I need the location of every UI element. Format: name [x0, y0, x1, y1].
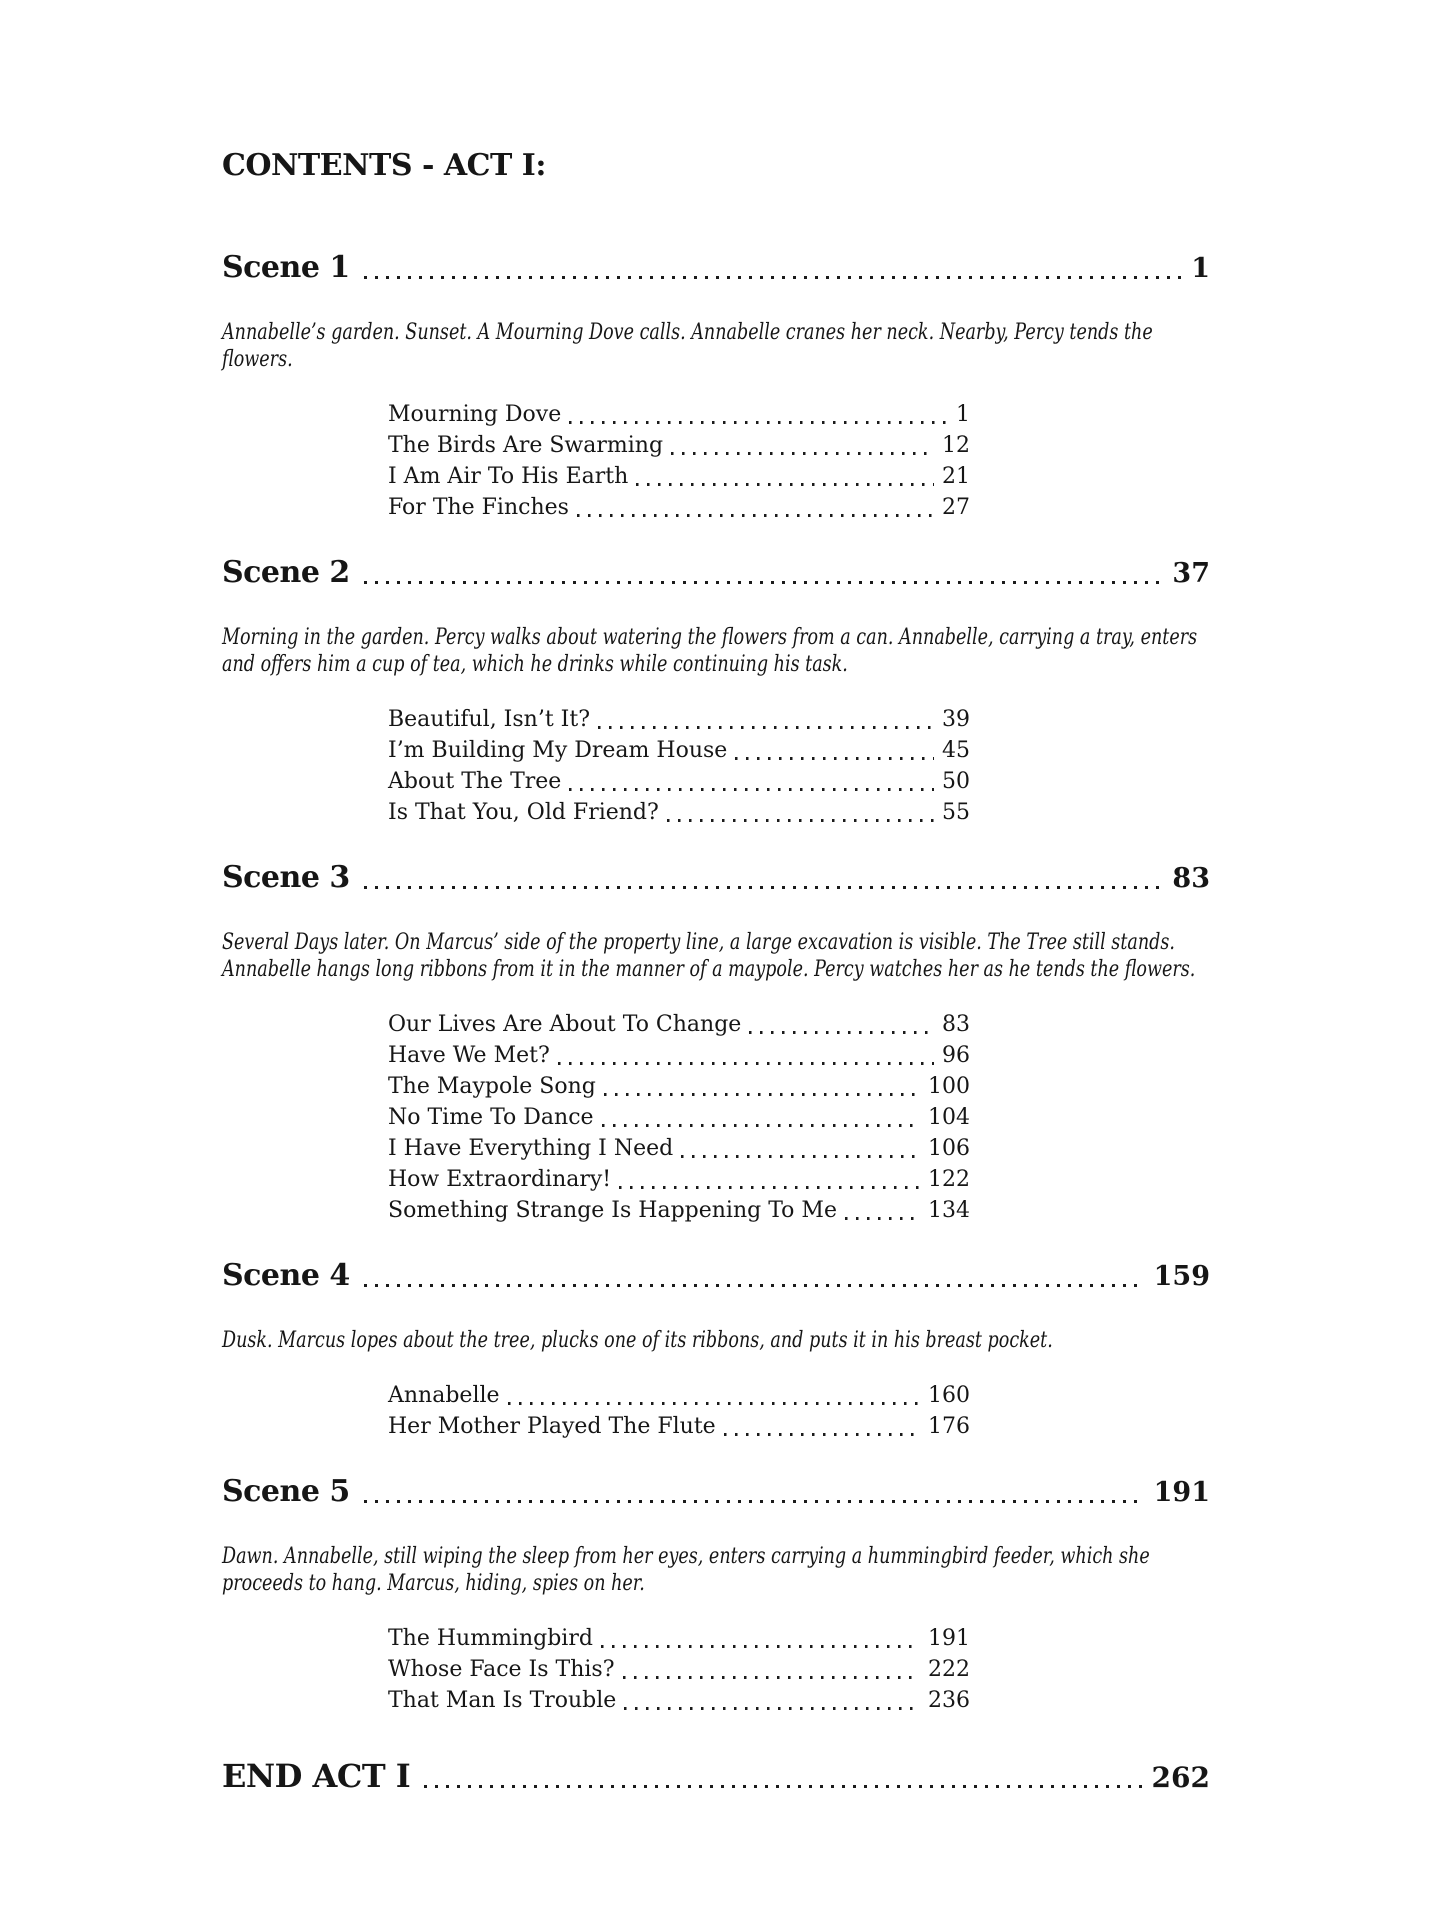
scene-page-number: 1	[1191, 253, 1210, 284]
scene-page-number: 159	[1153, 1261, 1210, 1292]
song-row	[388, 1411, 970, 1442]
song-list	[388, 704, 970, 828]
song-page-number: 134	[928, 1198, 970, 1223]
end-act-label: END ACT I	[222, 1757, 411, 1795]
song-row	[388, 797, 970, 828]
scene-heading-row	[222, 250, 1210, 287]
scene-list	[222, 250, 1210, 1716]
end-act-page-number: 262	[1151, 1761, 1210, 1794]
dot-leader	[667, 819, 934, 822]
song-page-number: 27	[942, 495, 970, 520]
song-row	[388, 399, 970, 430]
scene-label: Scene 2	[222, 555, 350, 590]
song-page-number: 96	[942, 1043, 970, 1068]
dot-leader	[602, 1124, 920, 1127]
dot-leader	[671, 452, 934, 455]
song-title: For The Finches	[388, 495, 569, 520]
dot-leader	[619, 1186, 920, 1189]
dot-leader	[577, 514, 934, 517]
dot-leader	[508, 1402, 920, 1405]
song-list	[388, 399, 970, 523]
scene-page-number: 191	[1153, 1477, 1210, 1508]
song-title: About The Tree	[388, 769, 562, 794]
scene-heading-row	[222, 555, 1210, 592]
song-title: The Hummingbird	[388, 1626, 593, 1651]
scene-description-block	[222, 319, 1210, 373]
scene-heading-row	[222, 860, 1210, 897]
song-page-number: 236	[928, 1688, 970, 1713]
song-row	[388, 430, 970, 461]
song-page-number: 222	[928, 1657, 970, 1682]
dot-leader	[845, 1217, 920, 1220]
scene-description: Morning in the garden. Percy walks about watering the flowers from a can. Annabelle, carrying a tray, enters and offers him a cup of tea, which he drinks while continuing his task.	[222, 624, 1198, 677]
dot-leader	[364, 581, 1163, 584]
end-act-row	[222, 1758, 1210, 1796]
dot-leader	[735, 757, 934, 760]
scene-section	[222, 1258, 1210, 1442]
song-row	[388, 1164, 970, 1195]
dot-leader	[364, 886, 1163, 889]
scene-section	[222, 860, 1210, 1226]
song-row	[388, 1009, 970, 1040]
scene-label: Scene 1	[222, 250, 350, 285]
song-row	[388, 735, 970, 766]
song-title: Is That You, Old Friend?	[388, 800, 659, 825]
dot-leader	[623, 1676, 921, 1679]
song-page-number: 1	[956, 402, 970, 427]
song-row	[388, 1685, 970, 1716]
song-page-number: 21	[942, 464, 970, 489]
dot-leader	[601, 1645, 920, 1648]
song-list	[388, 1623, 970, 1716]
song-title: The Birds Are Swarming	[388, 433, 664, 458]
song-row	[388, 461, 970, 492]
dot-leader	[749, 1031, 934, 1034]
song-title: How Extraordinary!	[388, 1167, 612, 1192]
scene-heading-row	[222, 1258, 1210, 1295]
song-title: Our Lives Are About To Change	[388, 1012, 742, 1037]
song-row	[388, 1040, 970, 1071]
scene-page-number: 37	[1172, 558, 1210, 589]
song-title: Her Mother Played The Flute	[388, 1414, 716, 1439]
dot-leader	[598, 726, 934, 729]
song-row	[388, 766, 970, 797]
dot-leader	[724, 1433, 920, 1436]
dot-leader	[569, 421, 948, 424]
page-title: CONTENTS - ACT I:	[222, 148, 546, 183]
scene-label: Scene 3	[222, 860, 350, 895]
song-title: Beautiful, Isn’t It?	[388, 707, 590, 732]
song-page-number: 191	[928, 1626, 970, 1651]
dot-leader	[681, 1155, 920, 1158]
dot-leader	[569, 788, 934, 791]
song-page-number: 50	[942, 769, 970, 794]
song-title: Something Strange Is Happening To Me	[388, 1198, 837, 1223]
song-page-number: 100	[928, 1074, 970, 1099]
song-list	[388, 1380, 970, 1442]
song-title: I’m Building My Dream House	[388, 738, 728, 763]
song-page-number: 106	[928, 1136, 970, 1161]
song-page-number: 12	[942, 433, 970, 458]
scene-description-block	[222, 929, 1210, 983]
song-page-number: 122	[928, 1167, 970, 1192]
song-title: Mourning Dove	[388, 402, 562, 427]
scene-description: Dawn. Annabelle, still wiping the sleep from her eyes, enters carrying a hummingbird feeder, which she proceeds to hang. Marcus, hiding, spies on her.	[222, 1543, 1150, 1596]
dot-leader	[364, 1500, 1144, 1503]
song-title: Annabelle	[388, 1383, 500, 1408]
song-row	[388, 1133, 970, 1164]
scene-description-block	[222, 1327, 1210, 1354]
song-title: No Time To Dance	[388, 1105, 594, 1130]
scene-label: Scene 5	[222, 1474, 350, 1509]
song-page-number: 45	[942, 738, 970, 763]
scene-description: Dusk. Marcus lopes about the tree, plucks one of its ribbons, and puts it in his breast pocket.	[222, 1327, 1053, 1353]
song-page-number: 104	[928, 1105, 970, 1130]
scene-section	[222, 250, 1210, 523]
song-title: Whose Face Is This?	[388, 1657, 615, 1682]
song-title: I Have Everything I Need	[388, 1136, 674, 1161]
song-title: I Am Air To His Earth	[388, 464, 629, 489]
song-title: That Man Is Trouble	[388, 1688, 617, 1713]
scene-section	[222, 1474, 1210, 1716]
song-list	[388, 1009, 970, 1226]
dot-leader	[604, 1093, 920, 1096]
song-row	[388, 492, 970, 523]
song-page-number: 55	[942, 800, 970, 825]
song-row	[388, 1623, 970, 1654]
scene-description: Annabelle’s garden. Sunset. A Mourning Dove calls. Annabelle cranes her neck. Nearby, Percy tends the flowers.	[222, 319, 1153, 372]
dot-leader	[364, 1284, 1144, 1287]
song-row	[388, 704, 970, 735]
song-page-number: 39	[942, 707, 970, 732]
song-page-number: 176	[928, 1414, 970, 1439]
song-title: Have We Met?	[388, 1043, 550, 1068]
scene-description-block	[222, 1543, 1210, 1597]
dot-leader	[424, 1785, 1141, 1788]
song-page-number: 160	[928, 1383, 970, 1408]
song-row	[388, 1380, 970, 1411]
song-row	[388, 1195, 970, 1226]
scene-section	[222, 555, 1210, 828]
scene-heading-row	[222, 1474, 1210, 1511]
dot-leader	[558, 1062, 934, 1065]
song-page-number: 83	[942, 1012, 970, 1037]
scene-page-number: 83	[1172, 863, 1210, 894]
dot-leader	[364, 276, 1181, 279]
song-title: The Maypole Song	[388, 1074, 596, 1099]
song-row	[388, 1654, 970, 1685]
dot-leader	[624, 1707, 920, 1710]
dot-leader	[636, 483, 934, 486]
song-row	[388, 1102, 970, 1133]
scene-label: Scene 4	[222, 1258, 350, 1293]
scene-description-block	[222, 624, 1210, 678]
song-row	[388, 1071, 970, 1102]
scene-description: Several Days later. On Marcus’ side of the property line, a large excavation is visible. The Tree still stands. Annabelle hangs long ribbons from it in the manner of a maypole. Percy watches her as he tends the flowers.	[222, 929, 1196, 982]
